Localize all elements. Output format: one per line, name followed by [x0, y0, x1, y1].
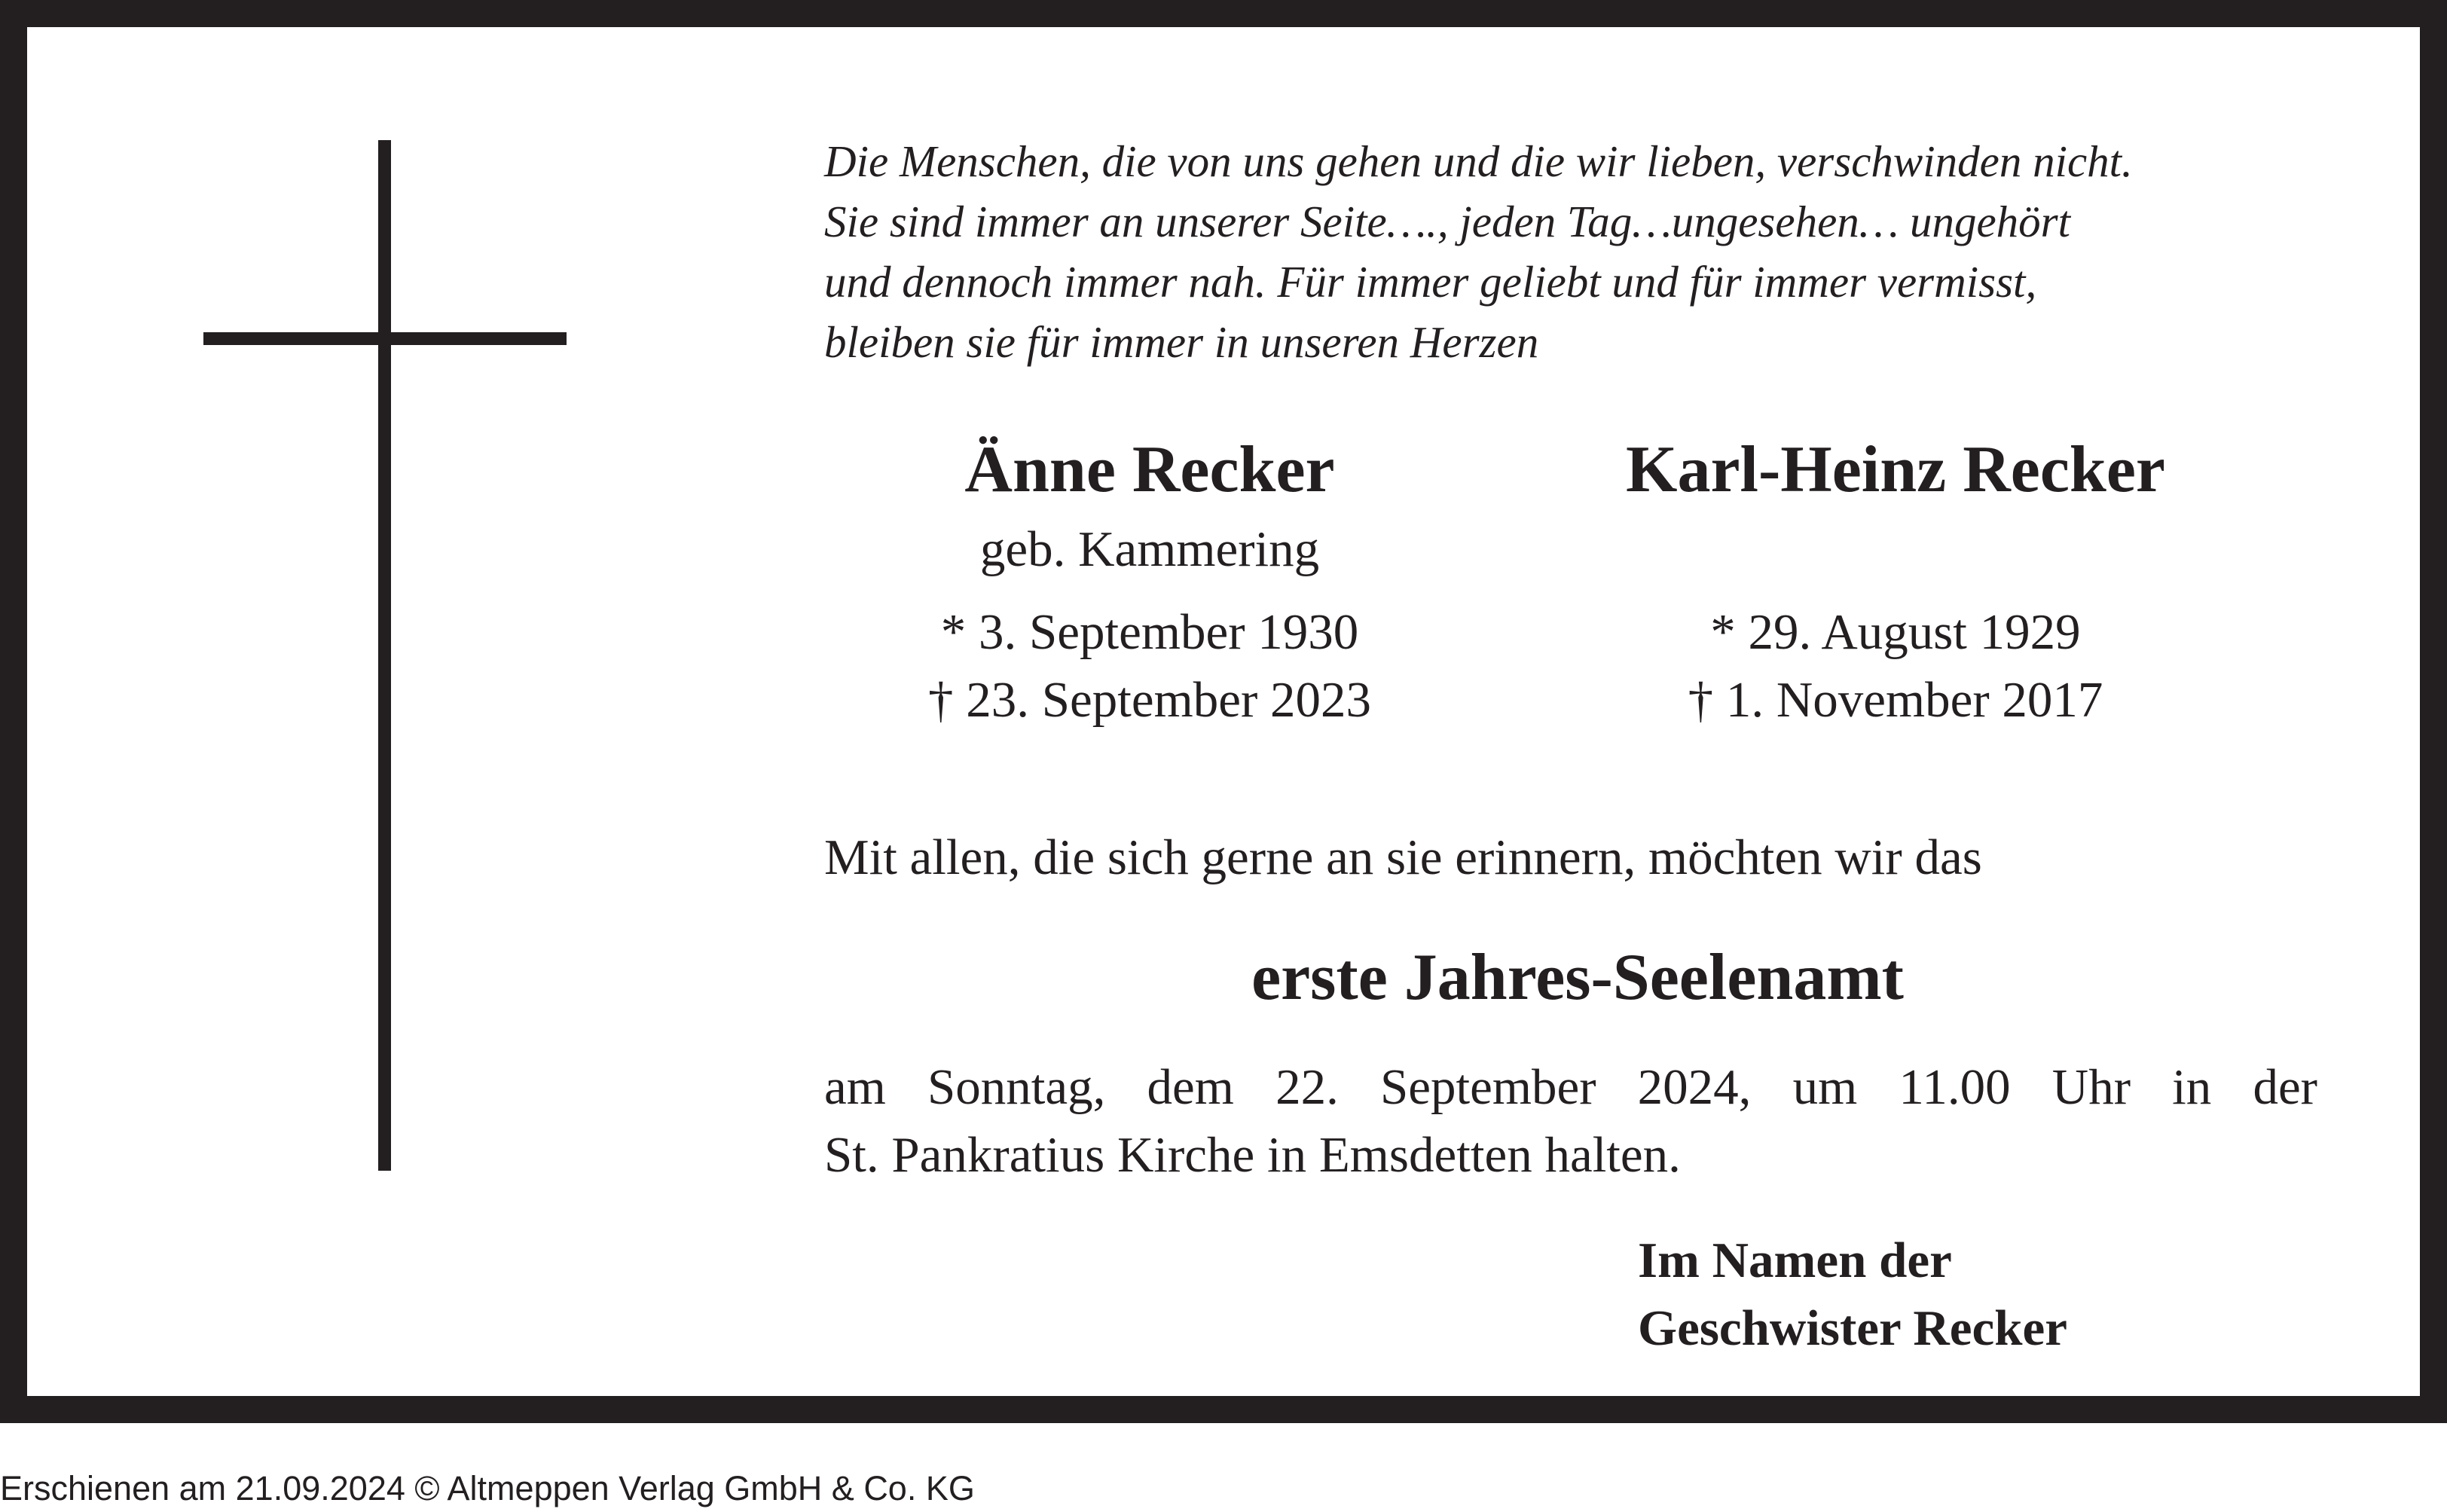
- quote-line: Sie sind immer an unserer Seite…., jeden Tag…ungesehen… ungehört: [824, 197, 2071, 246]
- memorial-quote: [824, 131, 2346, 372]
- invitation-intro: Mit allen, die sich gerne an sie erinnern, möchten wir das: [824, 829, 1982, 885]
- person-maiden-name: [1504, 512, 2287, 586]
- person-maiden-name: geb. Kammering: [979, 521, 1320, 577]
- event-details: [824, 1053, 2317, 1189]
- event-title: erste Jahres-Seelenamt: [1251, 941, 1904, 1014]
- signature: [1638, 1226, 2067, 1362]
- person-name: Karl-Heinz Recker: [1626, 433, 2165, 506]
- quote-line: bleiben sie für immer in unseren Herzen: [824, 317, 1539, 367]
- publication-footer: Erschienen am 21.09.2024 © Altmeppen Verlag GmbH & Co. KG: [0, 1469, 975, 1507]
- signature-line: Geschwister Recker: [1638, 1300, 2067, 1356]
- person-death-date: † 23. September 2023: [927, 672, 1372, 728]
- event-details-line: St. Pankratius Kirche in Emsdetten halten.: [824, 1127, 1681, 1183]
- person-name: Änne Recker: [964, 433, 1335, 506]
- person-anne: [863, 428, 1436, 734]
- cross-icon-vertical-bar: [378, 140, 391, 1171]
- person-karl-heinz: [1504, 428, 2287, 734]
- quote-line: Die Menschen, die von uns gehen und die wir lieben, verschwinden nicht.: [824, 136, 2133, 186]
- person-death-date: † 1. November 2017: [1688, 672, 2103, 728]
- signature-line: Im Namen der: [1638, 1233, 1952, 1288]
- cross-icon-horizontal-bar: [203, 332, 567, 345]
- event-details-line: am Sonntag, dem 22. September 2024, um 11.00 Uhr in der: [824, 1059, 2317, 1115]
- person-birth-date: * 3. September 1930: [940, 604, 1359, 660]
- quote-line: und dennoch immer nah. Für immer geliebt und für immer vermisst,: [824, 257, 2037, 307]
- person-birth-date: * 29. August 1929: [1710, 604, 2081, 660]
